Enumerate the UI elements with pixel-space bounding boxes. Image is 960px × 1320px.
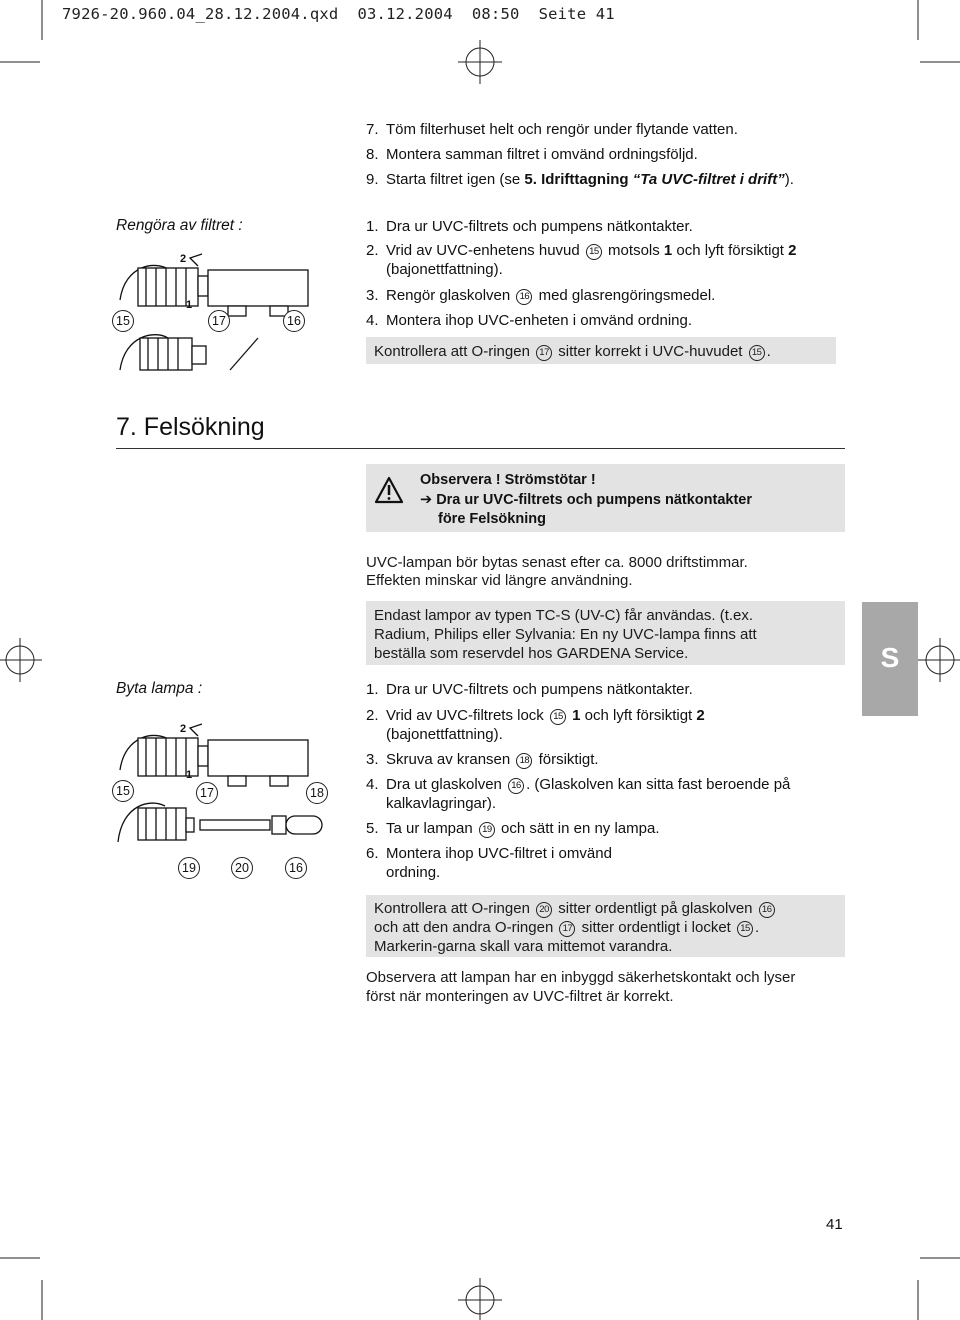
lamp-info-2: Effekten minskar vid längre användning. — [366, 572, 633, 589]
svg-text:1: 1 — [186, 299, 193, 311]
cleaning-label: Rengöra av filtret : — [116, 217, 243, 234]
figure-ref-17: 17 — [208, 310, 230, 332]
figure-ref-15: 15 — [112, 780, 134, 802]
lamp-oring-note: Kontrollera att O-ringen 20 sitter ordentligt på glaskolven 16 och att den andra O-ringen 17 sitter ordentligt i locket 15 . Markerin-garna skall vara mittemot varandra. — [366, 895, 845, 957]
print-file-header: 7926-20.960.04_28.12.2004.qxd 03.12.2004 08:50 Seite 41 — [62, 5, 615, 23]
lamp-step-5: 5. Ta ur lampan 19 och sätt in en ny lampa. — [366, 820, 660, 837]
warning-title: Observera ! Strömstötar ! — [420, 472, 596, 488]
lamp-step-2: 2. Vrid av UVC-filtrets lock 15 1 och lyft försiktigt 2 (bajonettfattning). — [366, 707, 705, 743]
section-rule — [116, 448, 845, 449]
lamp-step-6: 6. Montera ihop UVC-filtret i omvänd ordning. — [366, 845, 612, 881]
figure-ref-18: 18 — [306, 782, 328, 804]
closing-line-1: Observera att lampan har en inbyggd säkerhetskontakt och lyser — [366, 969, 796, 986]
figure-ref-16: 16 — [285, 857, 307, 879]
cleaning-step-1: 1. Dra ur UVC-filtrets och pumpens nätkontakter. — [366, 218, 693, 235]
closing-line-2: först när monteringen av UVC-filtret är korrekt. — [366, 988, 674, 1005]
section-title: 7. Felsökning — [116, 413, 265, 441]
svg-text:1: 1 — [186, 769, 193, 781]
figure-ref-15: 15 — [112, 310, 134, 332]
language-tab: S — [862, 602, 918, 716]
warning-line-2: före Felsökning — [438, 511, 546, 527]
warning-icon — [374, 476, 404, 504]
figure-ref-20: 20 — [231, 857, 253, 879]
lamp-figure — [110, 710, 330, 870]
step-7: 7. Töm filterhuset helt och rengör under flytande vatten. — [366, 121, 738, 138]
warning-box — [366, 464, 845, 532]
lamp-label: Byta lampa : — [116, 680, 203, 697]
svg-text:2: 2 — [180, 253, 187, 265]
step-8: 8. Montera samman filtret i omvänd ordningsföljd. — [366, 146, 698, 163]
cleaning-step-4: 4. Montera ihop UVC-enheten i omvänd ordning. — [366, 312, 693, 329]
lamp-type-note: Endast lampor av typen TC-S (UV-C) får användas. (t.ex. Radium, Philips eller Sylvania: En ny UVC-lampa finns att beställa som reservdel hos GARDENA Service. — [366, 601, 845, 665]
figure-ref-17: 17 — [196, 782, 218, 804]
lamp-step-3: 3. Skruva av kransen 18 försiktigt. — [366, 751, 599, 768]
cleaning-note: Kontrollera att O-ringen 17 sitter korrekt i UVC-huvudet 15 . — [366, 337, 836, 364]
lamp-info-1: UVC-lampan bör bytas senast efter ca. 8000 driftstimmar. — [366, 554, 748, 571]
figure-ref-19: 19 — [178, 857, 200, 879]
step-9: 9. Starta filtret igen (se 5. Idrifttagning “Ta UVC-filtret i drift”). — [366, 171, 794, 188]
cleaning-step-3: 3. Rengör glaskolven 16 med glasrengöringsmedel. — [366, 287, 716, 304]
lamp-step-4: 4. Dra ut glaskolven 16 . (Glaskolven kan sitta fast beroende på kalkavlagringar). — [366, 776, 791, 812]
figure-ref-16: 16 — [283, 310, 305, 332]
cleaning-step-2: 2. Vrid av UVC-enhetens huvud 15 motsols 1 och lyft försiktigt 2 (bajonettfattning). — [366, 242, 797, 278]
svg-text:2: 2 — [180, 723, 187, 735]
lamp-step-1: 1. Dra ur UVC-filtrets och pumpens nätkontakter. — [366, 681, 693, 698]
page-number: 41 — [826, 1216, 843, 1233]
warning-line-1: ➔ Dra ur UVC-filtrets och pumpens nätkontakter — [420, 492, 753, 508]
